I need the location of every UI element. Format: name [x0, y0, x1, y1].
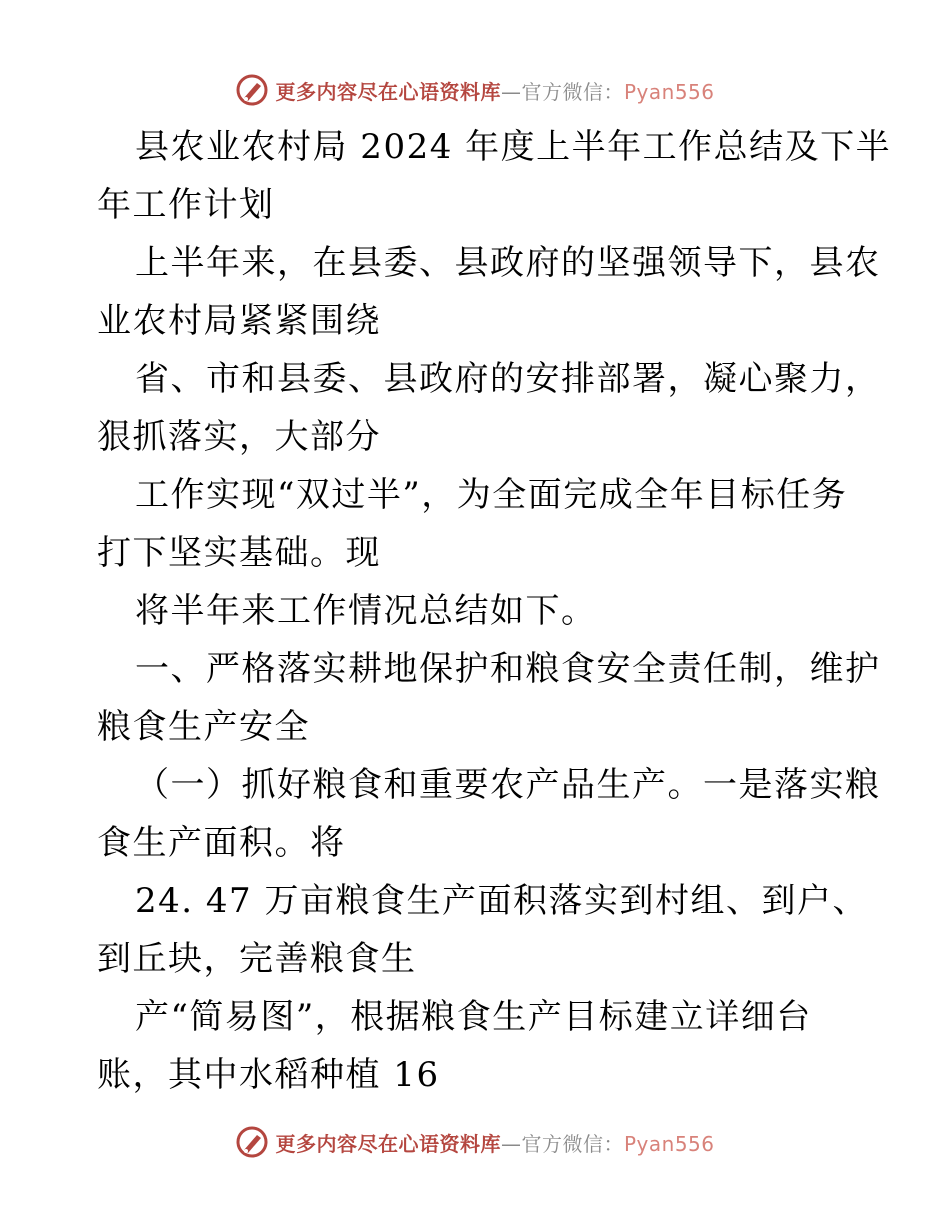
paragraph-line: 产“简易图”，根据粮食生产目标建立详细台: [135, 997, 812, 1037]
watermark-id: Pyan556: [623, 1131, 715, 1156]
watermark-brand: 更多内容尽在心语资料库: [275, 79, 501, 104]
watermark-brand: 更多内容尽在心语资料库: [275, 1131, 501, 1156]
paragraph-line: 工作实现“双过半”，为全面完成全年目标任务: [135, 475, 848, 515]
section-heading-line: 粮食生产安全: [97, 707, 310, 747]
watermark-id: Pyan556: [623, 79, 715, 104]
document-body: [97, 118, 892, 1104]
paragraph-line: 省、市和县委、县政府的安排部署，凝心聚力，: [135, 359, 881, 399]
paragraph-line: 业农村局紧紧围绕: [97, 301, 381, 341]
pen-logo-icon: [235, 1125, 269, 1159]
watermark-separator: —: [500, 1131, 522, 1156]
watermark-text: [275, 1128, 714, 1157]
paragraph-line: 将半年来工作情况总结如下。: [135, 591, 597, 631]
paragraph-line: 24. 47 万亩粮食生产面积落实到村组、到户、: [135, 881, 868, 921]
paragraph-line: 打下坚实基础。现: [97, 533, 381, 573]
watermark-label: 官方微信：: [521, 79, 624, 104]
watermark-separator: —: [500, 79, 522, 104]
section-heading-line: 一、严格落实耕地保护和粮食安全责任制，维护: [135, 649, 881, 689]
watermark-text: [275, 76, 714, 105]
paragraph-line: 上半年来，在县委、县政府的坚强领导下，县农: [135, 243, 881, 283]
paragraph-line: 狠抓落实，大部分: [97, 417, 381, 457]
watermark-footer: [0, 1122, 950, 1162]
paragraph-line: 到丘块，完善粮食生: [97, 939, 417, 979]
watermark-header: [0, 70, 950, 110]
title-line-2: 年工作计划: [97, 185, 275, 225]
pen-logo-icon: [235, 73, 269, 107]
paragraph-line: 账，其中水稻种植 16: [97, 1055, 440, 1095]
paragraph-line: 食生产面积。将: [97, 823, 346, 863]
watermark-label: 官方微信：: [521, 1131, 624, 1156]
paragraph-line: （一）抓好粮食和重要农产品生产。一是落实粮: [135, 765, 881, 805]
title-line-1: 县农业农村局 2024 年度上半年工作总结及下半: [135, 127, 892, 167]
